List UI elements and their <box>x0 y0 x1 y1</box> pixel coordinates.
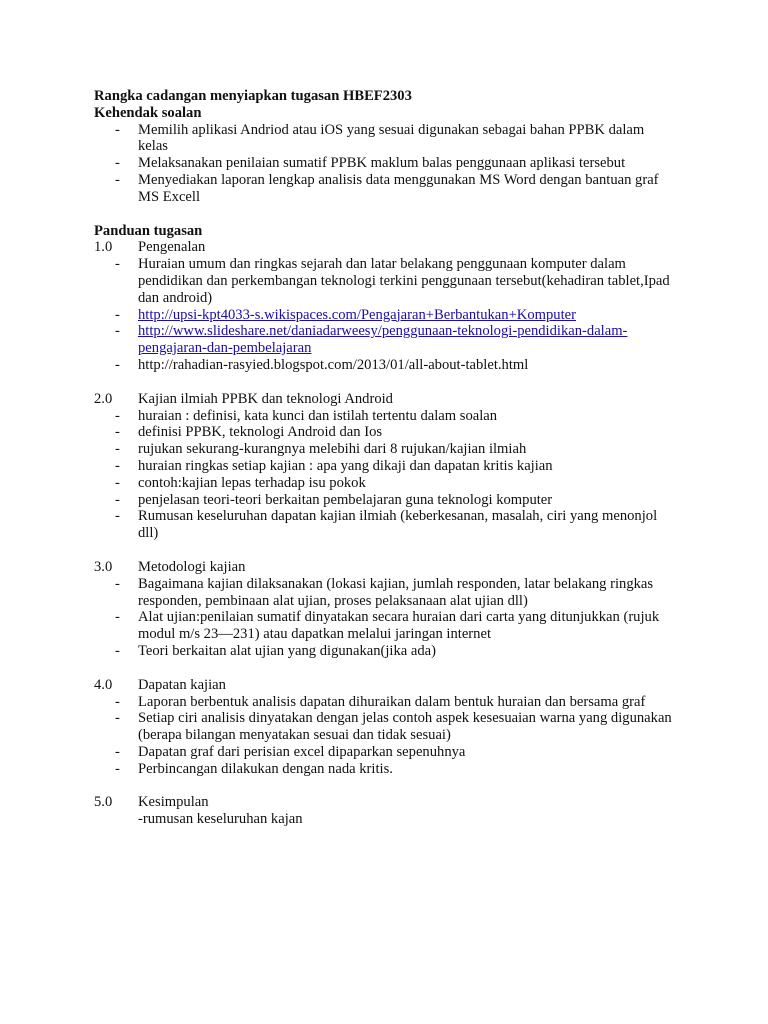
list-item: - huraian : definisi, kata kunci dan istilah tertentu dalam soalan <box>115 407 498 424</box>
section-heading-5: 5.0 Kesimpulan <box>94 794 209 811</box>
list-item: - penjelasan teori-teori berkaitan pembelajaran guna teknologi komputer <box>115 491 553 508</box>
section-3-list <box>94 576 674 660</box>
list-item: - Dapatan graf dari perisian excel dipaparkan sepenuhnya <box>115 743 466 760</box>
document-title: Rangka cadangan menyiapkan tugasan HBEF2303 <box>94 88 412 104</box>
list-item: - Alat ujian:penilaian sumatif dinyatakan secara huraian dari carta yang ditunjukkan (rujuk modul m/s 23—231) atau dapatkan melalui jaringan internet <box>115 609 660 643</box>
list-item: - Rumusan keseluruhan dapatan kajian ilmiah (keberkesanan, masalah, ciri yang menonjol dll) <box>115 508 658 542</box>
section-heading-1: 1.0 Pengenalan <box>94 239 206 256</box>
list-item: - http://rahadian-rasyied.blogspot.com/2013/01/all-about-tablet.html <box>115 356 529 373</box>
section-5-note: -rumusan keseluruhan kajan <box>138 811 303 828</box>
list-item: - definisi PPBK, teknologi Android dan Ios <box>115 424 383 441</box>
list-item: - Huraian umum dan ringkas sejarah dan latar belakang penggunaan komputer dalam pendidikan dan perkembangan teknologi terkini penggunaan tersebut(kehadiran tablet,Ipad dan android) <box>115 256 670 306</box>
kehendak-list <box>94 122 674 206</box>
section-heading-4: 4.0 Dapatan kajian <box>94 676 226 693</box>
list-item: - Memilih aplikasi Andriod atau iOS yang sesuai digunakan sebagai bahan PPBK dalam kelas <box>115 121 645 155</box>
list-item[interactable]: - http://upsi-kpt4033-s.wikispaces.com/Pengajaran+Berbantukan+Komputer <box>115 306 576 323</box>
section-1-list <box>94 256 674 374</box>
document-page <box>94 88 674 828</box>
list-item: - Perbincangan dilakukan dengan nada kritis. <box>115 760 393 777</box>
section-4-list <box>94 694 674 778</box>
list-item: - Setiap ciri analisis dinyatakan dengan jelas contoh aspek kesesuaian warna yang digunakan (berapa bilangan menyatakan sesuai dan tidak sesuai) <box>115 710 672 744</box>
section-2-list <box>94 408 674 542</box>
list-item[interactable]: - http://www.slideshare.net/daniadarweesy/penggunaan-teknologi-pendidikan-dalam-pengajaran-dan-pembelajaran <box>115 323 628 357</box>
reference-link[interactable]: http://www.slideshare.net/daniadarweesy/penggunaan-teknologi-pendidikan-dalam-pengajaran-dan-pembelajaran <box>138 323 628 357</box>
kehendak-heading: Kehendak soalan <box>94 104 202 121</box>
panduan-heading: Panduan tugasan <box>94 222 203 239</box>
list-item: - Melaksanakan penilaian sumatif PPBK maklum balas penggunaan aplikasi tersebut <box>115 155 626 172</box>
list-item: - rujukan sekurang-kurangnya melebihi dari 8 rujukan/kajian ilmiah <box>115 441 527 458</box>
reference-link[interactable]: http://upsi-kpt4033-s.wikispaces.com/Pengajaran+Berbantukan+Komputer <box>138 306 576 323</box>
list-item: - Bagaimana kajian dilaksanakan (lokasi kajian, jumlah responden, latar belakang ringkas responden, pembinaan alat ujian, proses pelaksanaan alat ujian dll) <box>115 575 654 609</box>
section-heading-2: 2.0 Kajian ilmiah PPBK dan teknologi Android <box>94 390 393 407</box>
list-item: - contoh:kajian lepas terhadap isu pokok <box>115 474 366 491</box>
list-item: - Teori berkaitan alat ujian yang digunakan(jika ada) <box>115 642 437 659</box>
list-item: - Laporan berbentuk analisis dapatan dihuraikan dalam bentuk huraian dan bersama graf <box>115 693 646 710</box>
reference-text: http://rahadian-rasyied.blogspot.com/2013/01/all-about-tablet.html <box>138 356 529 373</box>
list-item: - huraian ringkas setiap kajian : apa yang dikaji dan dapatan kritis kajian <box>115 457 553 474</box>
section-heading-3: 3.0 Metodologi kajian <box>94 558 246 575</box>
list-item: - Menyediakan laporan lengkap analisis data menggunakan MS Word dengan bantuan graf MS Excell <box>115 171 659 205</box>
